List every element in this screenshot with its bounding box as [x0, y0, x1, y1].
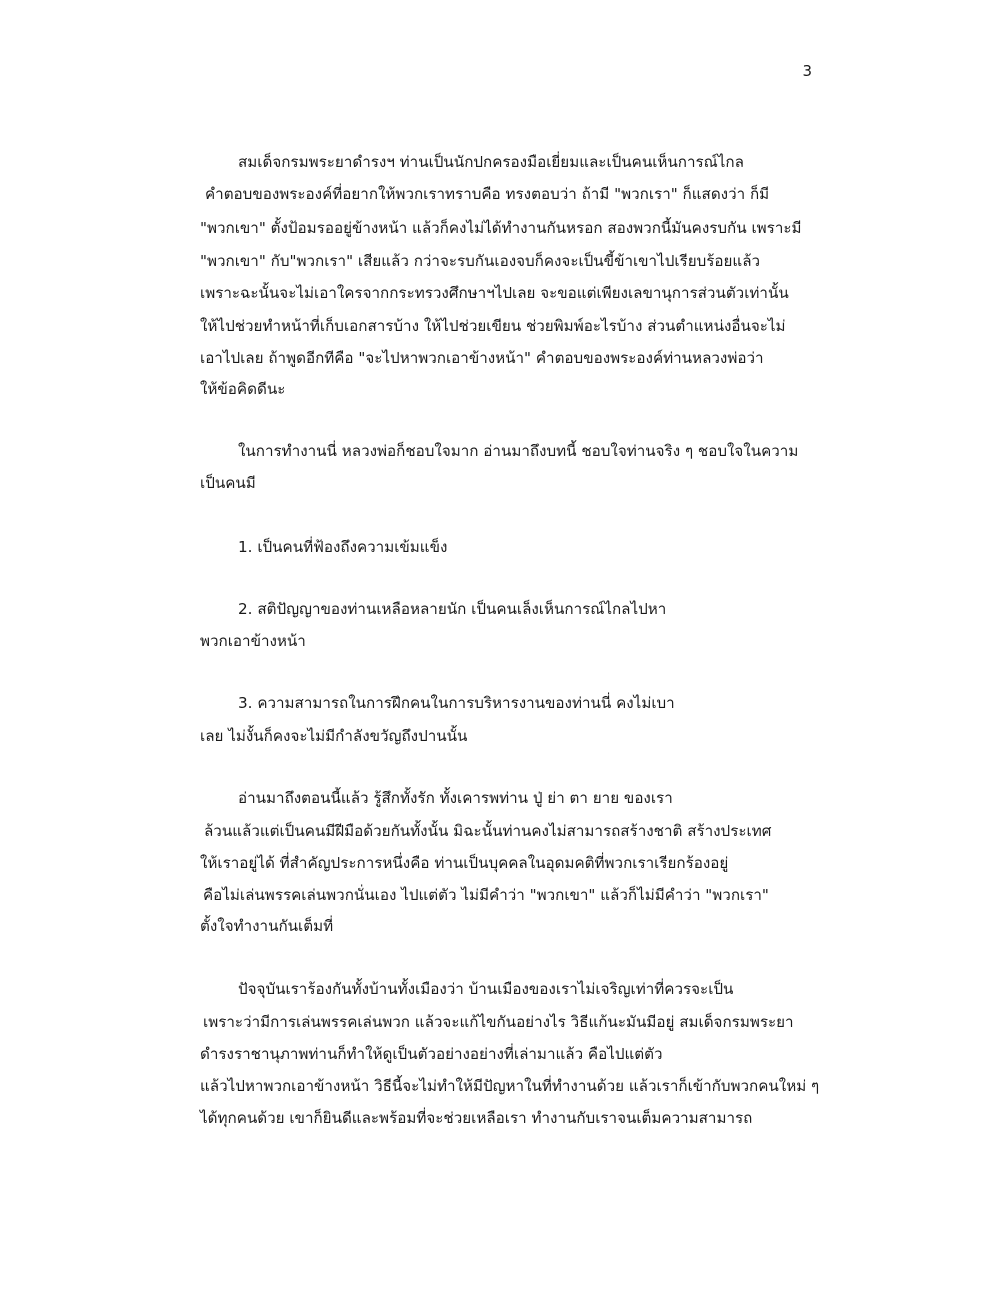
page-number: 3	[802, 62, 812, 80]
text-line: เพราะว่ามีการเล่นพรรคเล่นพวก แล้วจะแก้ไขกันอย่างไร วิธีแก้นะมันมีอยู่ สมเด็จกรมพระยา	[203, 1013, 794, 1031]
text-line: แล้วไปหาพวกเอาข้างหน้า วิธีนี้จะไม่ทำให้มีปัญหาในที่ทำงานด้วย แล้วเราก็เข้ากับพวกคนใหม่ ๆ	[200, 1077, 820, 1095]
text-line: ให้ข้อคิดดีนะ	[200, 380, 286, 398]
text-line: ล้วนแล้วแต่เป็นคนมีฝีมือด้วยกันทั้งนั้น มิฉะนั้นท่านคงไม่สามารถสร้างชาติ สร้างประเทศ	[204, 822, 772, 840]
text-line: เป็นคนมี	[200, 474, 256, 492]
text-line: ให้เราอยู่ได้ ที่สำคัญประการหนึ่งคือ ท่านเป็นบุคคลในอุดมคติที่พวกเราเรียกร้องอยู่	[200, 854, 729, 872]
text-line: 1. เป็นคนที่ฟ้องถึงความเข้มแข็ง	[238, 538, 448, 556]
text-line: สมเด็จกรมพระยาดำรงฯ ท่านเป็นนักปกครองมือเยี่ยมและเป็นคนเห็นการณ์ไกล	[238, 153, 744, 171]
text-line: คำตอบของพระองค์ที่อยากให้พวกเราทราบคือ ทรงตอบว่า ถ้ามี "พวกเรา" ก็แสดงว่า ก็มี	[205, 185, 770, 203]
text-line: อ่านมาถึงตอนนี้แล้ว รู้สึกทั้งรัก ทั้งเคารพท่าน ปู่ ย่า ตา ยาย ของเรา	[238, 789, 673, 807]
text-line: คือไม่เล่นพรรคเล่นพวกนั่นเอง ไปแต่ตัว ไม่มีคำว่า "พวกเขา" แล้วก็ไม่มีคำว่า "พวกเรา"	[203, 886, 769, 904]
text-line: เลย ไม่งั้นก็คงจะไม่มีกำลังขวัญถึงปานนั้น	[200, 727, 468, 745]
text-line: ให้ไปช่วยทำหน้าที่เก็บเอกสารบ้าง ให้ไปช่วยเขียน ช่วยพิมพ์อะไรบ้าง ส่วนตำแหน่งอื่นจะไม่	[200, 317, 786, 335]
text-line: ในการทำงานนี่ หลวงพ่อก็ชอบใจมาก อ่านมาถึงบทนี้ ชอบใจท่านจริง ๆ ชอบใจในความ	[238, 442, 799, 460]
text-line: 2. สติปัญญาของท่านเหลือหลายนัก เป็นคนเล็งเห็นการณ์ไกลไปหา	[238, 600, 667, 618]
text-line: ตั้งใจทำงานกันเต็มที่	[200, 917, 334, 935]
text-line: "พวกเขา" กับ"พวกเรา" เสียแล้ว กว่าจะรบกันเองจบก็คงจะเป็นขี้ข้าเขาไปเรียบร้อยแล้ว	[200, 252, 761, 270]
text-line: "พวกเขา" ตั้งป้อมรออยู่ข้างหน้า แล้วก็คงไม่ได้ทำงานกันหรอก สองพวกนี้มันคงรบกัน เพราะมี	[200, 219, 802, 237]
text-line: ดำรงราชานุภาพท่านก็ทำให้ดูเป็นตัวอย่างอย่างที่เล่ามาแล้ว คือไปแต่ตัว	[200, 1045, 663, 1063]
text-line: ได้ทุกคนด้วย เขาก็ยินดีและพร้อมที่จะช่วยเหลือเรา ทำงานกับเราจนเต็มความสามารถ	[200, 1109, 753, 1127]
text-line: เอาไปเลย ถ้าพูดอีกทีคือ "จะไปหาพวกเอาข้างหน้า" คำตอบของพระองค์ท่านหลวงพ่อว่า	[200, 349, 764, 367]
text-line: ปัจจุบันเราร้องกันทั้งบ้านทั้งเมืองว่า บ้านเมืองของเราไม่เจริญเท่าที่ควรจะเป็น	[238, 980, 734, 998]
text-line: เพราะฉะนั้นจะไม่เอาใครจากกระทรวงศึกษาฯไปเลย จะขอแต่เพียงเลขานุการส่วนตัวเท่านั้น	[200, 284, 789, 302]
text-line: 3. ความสามารถในการฝึกคนในการบริหารงานของท่านนี่ คงไม่เบา	[238, 694, 675, 712]
text-line: พวกเอาข้างหน้า	[200, 632, 306, 650]
